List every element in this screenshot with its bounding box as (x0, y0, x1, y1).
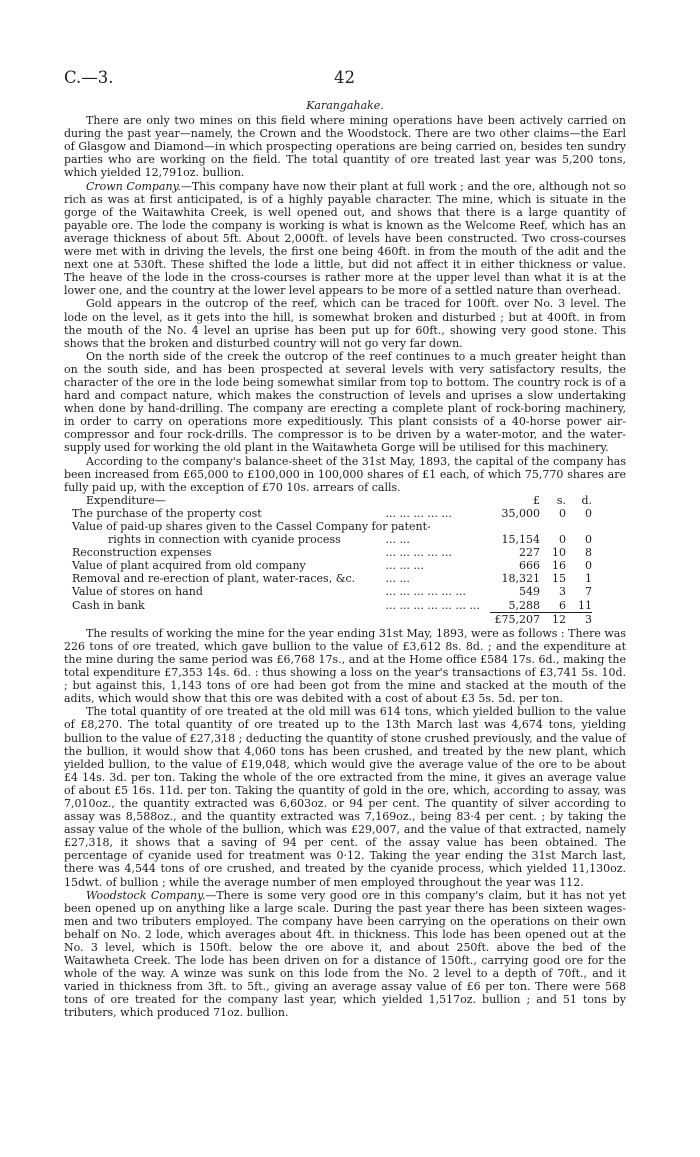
amount-pounds: 15,154 (501, 533, 540, 547)
section-title: Karangahake. (306, 99, 384, 112)
pence-header: d. (581, 493, 592, 507)
expenditure-item: Value of plant acquired from old company (72, 559, 306, 573)
amount-shillings: 10 (552, 546, 566, 560)
amount-pounds: 666 (519, 559, 540, 573)
expenditure-label: Expenditure— (86, 493, 166, 507)
page-body (64, 99, 626, 1020)
leader-dots: ... ... (385, 533, 410, 547)
total-shillings: 12 (540, 612, 566, 626)
leader-dots: ... ... ... ... ... (385, 506, 452, 520)
woodstock-company-text: —There is some very good ore in this company's claim, but it has not yet been opened up on anything like a large scale. During the past year there has been sixteen wages-men and two tributers employed. The company have been carrying on the operations on their own behalf on No. 2 lode, which averages about 4ft. in thickness. This lode has been opened out at the No. 3 level, which is 150ft. below the ore above it, and about 250ft. above the bed of the Waitawheta Creek. The lode has been driven on for a distance of 150ft., carrying good ore for the whole of the way. A winze was sunk on this lode from the No. 2 level to a depth of 70ft., and it varied in thickness from 3ft. to 5ft., giving an average assay value of £6 per ton. There were 568 tons of ore treated for the company last year, which yielded 1,517oz. bullion ; and 51 tons by tributers, which produced 71oz. bullion. (64, 888, 627, 1020)
amount-pounds: 18,321 (501, 572, 540, 586)
amount-pounds: 549 (519, 585, 540, 599)
total-pence: 3 (566, 612, 592, 626)
pounds-header: £ (533, 493, 540, 507)
amount-shillings: 15 (552, 572, 566, 586)
amount-pounds: 5,288 (508, 598, 540, 612)
page-header (64, 68, 636, 90)
expenditure-row (72, 572, 592, 585)
shillings-header: s. (556, 493, 566, 507)
results-paragraph: The results of working the mine for the year ending 31st May, 1893, were as follows : There was 226 tons of ore treated, which gave bullion to the value of £3,612 8s. 8d. ; and the expenditure at the mine during the same period was £6,768 17s., and at the Home office £584 17s. 6d., making the total expenditure £7,353 14s. 6d. : thus showing a loss on the year's transactions of £3,741 5s. 10d. ; but against this, 1,143 tons of ore had been got from the mine and stacked at the mouth of the adits, which would show that this ore was debited with a cost of about £3 5s. 5d. per ton. (64, 626, 626, 706)
amount-shillings: 6 (559, 598, 566, 612)
amount-pence: 7 (585, 585, 592, 599)
leader-dots: ... ... ... (385, 559, 424, 573)
woodstock-company-paragraph (64, 889, 626, 1020)
leader-dots: ... ... ... ... ... ... ... (385, 598, 480, 612)
amount-shillings: 3 (559, 585, 566, 599)
expenditure-row (72, 520, 592, 533)
expenditure-item: rights in connection with cyanide process (108, 533, 341, 547)
page-reference: C.—3. (64, 68, 114, 87)
amount-pence: 0 (585, 506, 592, 520)
total-pounds: £75,207 (490, 612, 540, 626)
amount-pence: 0 (585, 559, 592, 573)
amount-shillings: 0 (559, 506, 566, 520)
balance-sheet-paragraph: According to the company's balance-sheet of the 31st May, 1893, the capital of the company has been increased from £65,000 to £100,000 in 100,000 shares of £1 each, of which 75,770 shares are fully paid up, with the exception of £70 10s. arrears of calls. (64, 454, 626, 494)
amount-pence: 1 (585, 572, 592, 586)
expenditure-row (72, 559, 592, 572)
gold-outcrop-paragraph: Gold appears in the outcrop of the reef, which can be traced for 100ft. over No. 3 level. The lode on the level, as it gets into the hill, is somewhat broken and disturbed ; but at 400ft. in from the mouth of the No. 4 level an uprise has been put up for 60ft., showing very good stone. This shows that the broken and disturbed country will not go very far down. (64, 297, 626, 350)
total-quantity-paragraph: The total quantity of ore treated at the old mill was 614 tons, which yielded bullion to the value of £8,270. The total quantity of ore treated up to the 13th March last was 4,674 tons, yielding bullion to the value of £27,318 ; deducting the quantity of stone crushed previously, and the value of the bullion, it would show that 4,060 tons has been crushed, and treated by the new plant, which yielded bullion, to the value of £19,048, which would give the average value of the ore to be about £4 14s. 3d. per ton. Taking the whole of the ore extracted from the mine, it gives an average value of about £5 16s. 11d. per ton. Taking the quantity of gold in the ore, which, according to assay, was 7,010oz., the quantity extracted was 6,603oz. or 94 per cent. The quantity of silver according to assay was 8,588oz., and the quantity extracted was 7,169oz., being 83·4 per cent. ; by taking the assay value of the whole of the bullion, which was £29,007, and the value of that extracted, namely £27,318, it shows that a saving of 94 per cent. of the assay value has been obtained. The percentage of cyanide used for treatment was 0·12. Taking the year ending the 31st March last, there was 4,544 tons of ore crushed, and treated by the cyanide process, which yielded 11,130oz. 15dwt. of bullion ; while the average number of men employed throughout the year was 112. (64, 705, 626, 889)
expenditure-item: Reconstruction expenses (72, 546, 212, 560)
crown-company-heading: Crown Company. (86, 179, 181, 193)
amount-pounds: 35,000 (501, 506, 540, 520)
expenditure-header-row (72, 494, 592, 507)
amount-shillings: 16 (552, 559, 566, 573)
page-number: 42 (334, 68, 355, 87)
expenditure-item: Value of stores on hand (72, 585, 203, 599)
expenditure-row (72, 533, 592, 546)
expenditure-item: Cash in bank (72, 598, 145, 612)
amount-pence: 11 (578, 598, 592, 612)
intro-paragraph: There are only two mines on this field where mining operations have been actively carried on during the past year—namely, the Crown and the Woodstock. There are two other claims—the Earl of Glasgow and Diamond—in which prospecting operations are being carried on, besides ten sundry parties who are working on the field. The total quantity of ore treated last year was 5,200 tons, which yielded 12,791oz. bullion. (64, 114, 626, 180)
expenditure-row (72, 585, 592, 598)
crown-company-paragraph (64, 180, 626, 298)
expenditure-item: The purchase of the property cost (72, 506, 262, 520)
expenditure-row (72, 599, 592, 613)
crown-company-text: —This company have now their plant at full work ; and the ore, although not so rich as was at first anticipated, is of a highly payable character. The mine, which is situate in the gorge of the Waitawhita Creek, is well opened out, and shows that there is a large quantity of payable ore. The lode the company is working is what is known as the Welcome Reef, which has an average thickness of about 5ft. About 2,000ft. of levels have been constructed. Two cross-courses were met with in driving the levels, the first one being 460ft. in from the mouth of the adit and the next one at 530ft. These shifted the lode a little, but did not affect it in either thickness or value. The heave of the lode in the cross-courses is rather more at the upper level than what it is at the lower one, and the country at the lower level appears to be more of a settled nature than overhead. (64, 179, 626, 298)
leader-dots: ... ... ... ... ... (385, 546, 452, 560)
expenditure-item: Removal and re-erection of plant, water-races, &c. (72, 572, 356, 586)
expenditure-row (72, 507, 592, 520)
amount-shillings: 0 (559, 533, 566, 547)
expenditure-row (72, 546, 592, 559)
amount-pence: 8 (585, 546, 592, 560)
leader-dots: ... ... ... ... ... ... (385, 585, 466, 599)
amount-pounds: 227 (519, 546, 540, 560)
north-side-paragraph: On the north side of the creek the outcrop of the reef continues to a much greater height than on the south side, and has been prospected at several levels with very satisfactory results, the character of the ore in the lode being somewhat similar from top to bottom. The country rock is of a hard and compact nature, which makes the construction of levels and uprises a slow undertaking when done by hand-drilling. The company are erecting a complete plant of rock-boring machinery, in order to carry on operations more expeditiously. This plant consists of a 40-horse power air-compressor and four rock-drills. The compressor is to be driven by a water-motor, and the water-supply used for working the old plant in the Waitawheta Gorge will be utilised for this machinery. (64, 349, 626, 455)
amount-pence: 0 (585, 533, 592, 547)
expenditure-item: Value of paid-up shares given to the Cassel Company for patent- (72, 520, 431, 533)
woodstock-company-heading: Woodstock Company. (86, 888, 206, 902)
expenditure-total-row (72, 612, 592, 626)
expenditure-table (72, 494, 592, 626)
leader-dots: ... ... (385, 572, 410, 586)
